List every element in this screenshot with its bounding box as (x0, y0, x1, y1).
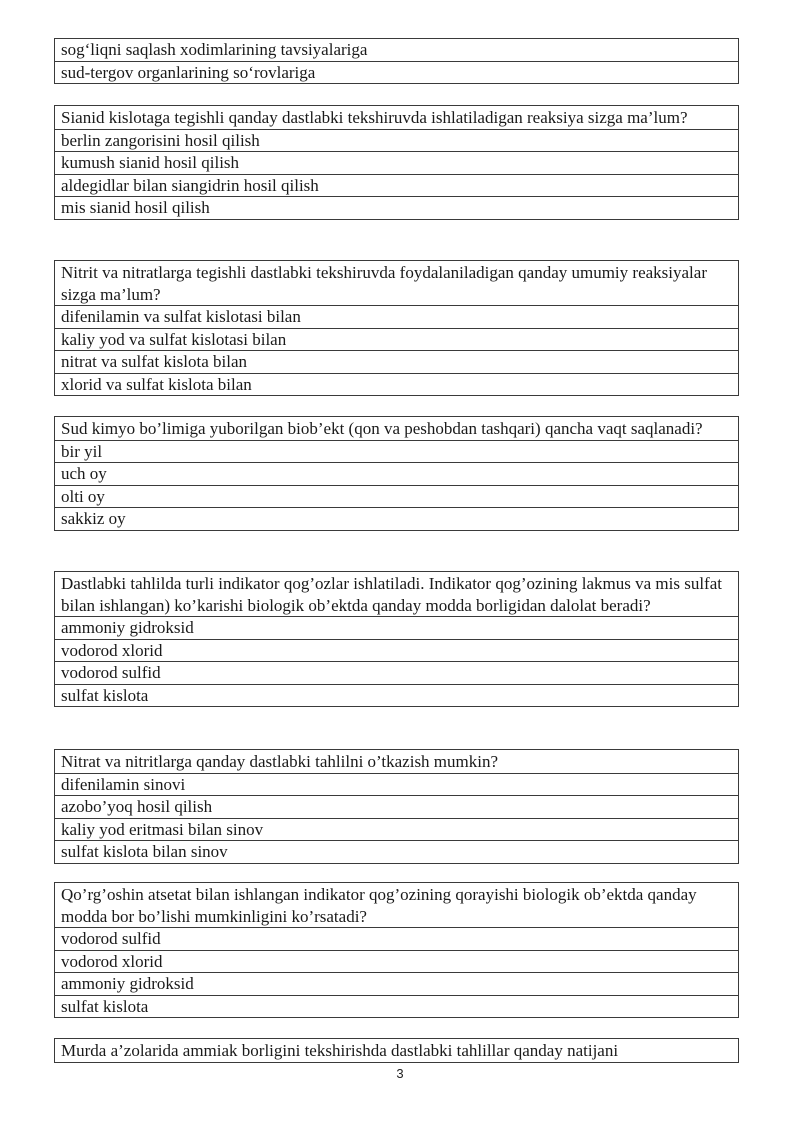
option-row (55, 39, 739, 62)
option-row (55, 373, 739, 396)
option-row (55, 508, 739, 531)
option-text: olti oy (55, 485, 739, 508)
option-text: nitrat va sulfat kislota bilan (55, 351, 739, 374)
question-text: Nitrit va nitratlarga tegishli dastlabki tekshiruvda foydalaniladigan qanday umumiy reaksiyalar sizga ma’lum? (55, 261, 739, 306)
option-row (55, 950, 739, 973)
question-table (54, 416, 739, 531)
option-text: berlin zangorisini hosil qilish (55, 129, 739, 152)
question-row (55, 572, 739, 617)
option-row (55, 485, 739, 508)
option-text: sud-tergov organlarining so‘rovlariga (55, 61, 739, 84)
option-text: sog‘liqni saqlash xodimlarining tavsiyalariga (55, 39, 739, 62)
option-row (55, 995, 739, 1018)
answer-table-continued (54, 38, 739, 84)
option-text: vodorod sulfid (55, 662, 739, 685)
question-table (54, 260, 739, 396)
option-text: sulfat kislota (55, 995, 739, 1018)
option-text: ammoniy gidroksid (55, 617, 739, 640)
question-table (54, 749, 739, 864)
option-row (55, 328, 739, 351)
question-table (54, 105, 739, 220)
option-row (55, 306, 739, 329)
option-text: vodorod sulfid (55, 928, 739, 951)
question-table (54, 882, 739, 1018)
question-row (55, 106, 739, 130)
question-row (55, 750, 739, 774)
option-text: difenilamin sinovi (55, 773, 739, 796)
question-row (55, 883, 739, 928)
option-row (55, 841, 739, 864)
page-number: 3 (396, 1066, 404, 1081)
option-text: uch oy (55, 463, 739, 486)
option-text: ammoniy gidroksid (55, 973, 739, 996)
option-row (55, 61, 739, 84)
option-text: kumush sianid hosil qilish (55, 152, 739, 175)
option-text: sulfat kislota bilan sinov (55, 841, 739, 864)
option-text: kaliy yod va sulfat kislotasi bilan (55, 328, 739, 351)
option-text: vodorod xlorid (55, 639, 739, 662)
option-row (55, 639, 739, 662)
option-row (55, 174, 739, 197)
question-row (55, 1039, 739, 1063)
question-row (55, 261, 739, 306)
option-text: difenilamin va sulfat kislotasi bilan (55, 306, 739, 329)
option-text: vodorod xlorid (55, 950, 739, 973)
option-row (55, 796, 739, 819)
question-table (54, 1038, 739, 1063)
option-text: kaliy yod eritmasi bilan sinov (55, 818, 739, 841)
question-text: Nitrat va nitritlarga qanday dastlabki tahlilni o’tkazish mumkin? (55, 750, 739, 774)
option-row (55, 773, 739, 796)
option-text: aldegidlar bilan siangidrin hosil qilish (55, 174, 739, 197)
option-row (55, 617, 739, 640)
option-text: mis sianid hosil qilish (55, 197, 739, 220)
question-text: Dastlabki tahlilda turli indikator qog’ozlar ishlatiladi. Indikator qog’ozining lakmus va mis sulfat bilan ishlangan) ko’karishi biologik ob’ektda qanday modda borligidan dalolat beradi? (55, 572, 739, 617)
question-text: Murda a’zolarida ammiak borligini tekshirishda dastlabki tahlillar qanday natijani (55, 1039, 739, 1063)
option-row (55, 440, 739, 463)
option-row (55, 662, 739, 685)
option-row (55, 351, 739, 374)
option-text: azobo’yoq hosil qilish (55, 796, 739, 819)
option-text: sulfat kislota (55, 684, 739, 707)
option-row (55, 129, 739, 152)
question-table (54, 571, 739, 707)
option-row (55, 818, 739, 841)
option-row (55, 463, 739, 486)
option-row (55, 973, 739, 996)
question-text: Sud kimyo bo’limiga yuborilgan biob’ekt (qon va peshobdan tashqari) qancha vaqt saqlanadi? (55, 417, 739, 441)
option-text: bir yil (55, 440, 739, 463)
option-text: sakkiz oy (55, 508, 739, 531)
option-row (55, 197, 739, 220)
option-row (55, 684, 739, 707)
question-text: Sianid kislotaga tegishli qanday dastlabki tekshiruvda ishlatiladigan reaksiya sizga ma’lum? (55, 106, 739, 130)
question-row (55, 417, 739, 441)
option-row (55, 928, 739, 951)
option-row (55, 152, 739, 175)
question-text: Qo’rg’oshin atsetat bilan ishlangan indikator qog’ozining qorayishi biologik ob’ektda qanday modda bor bo’lishi mumkinligini ko’rsatadi? (55, 883, 739, 928)
option-text: xlorid va sulfat kislota bilan (55, 373, 739, 396)
